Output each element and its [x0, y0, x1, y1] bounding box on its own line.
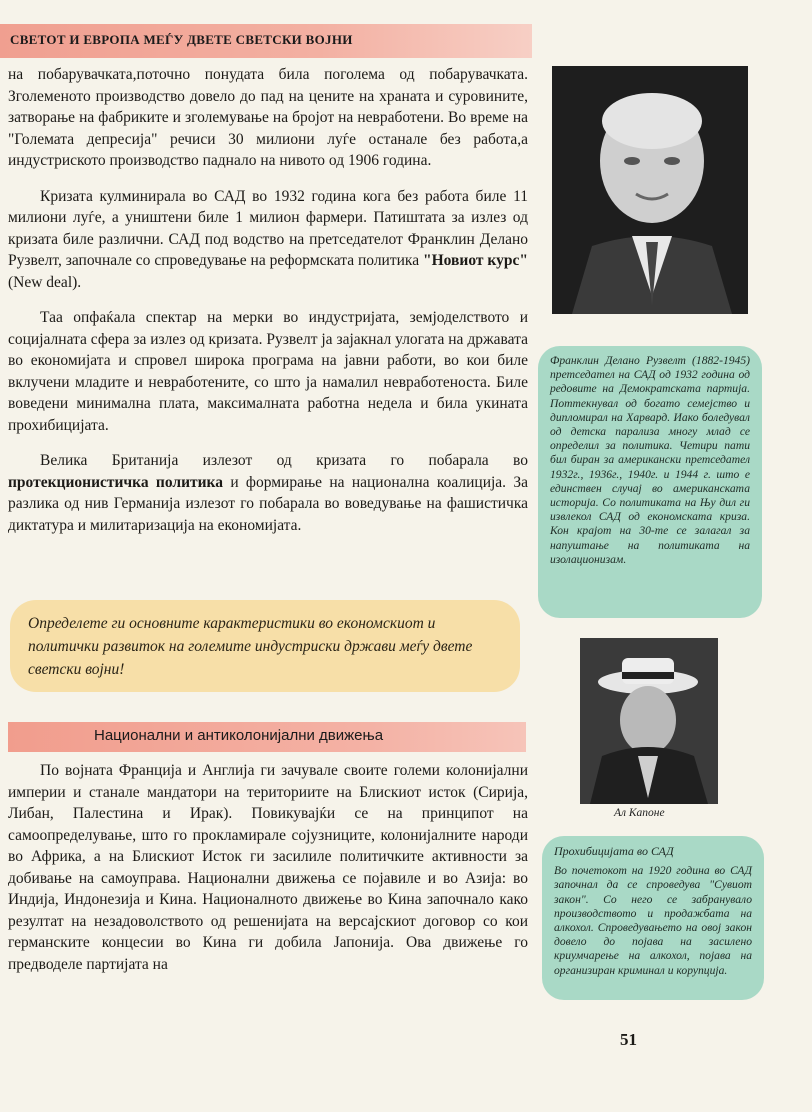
paragraph-3: Таа опфаќала спектар на мерки во индустријата, земјоделството и социјалната сфера за излез од кризата. Рузвелт ја зајакнал улогата на државата во економијата и спровел широка програма на јавни работи, во кои биле вклучени младите и невработените, со што ја намалил невработеноста. Биле воведени минимална плата, максималната работна недела и била укината прохибицијата.: [8, 309, 528, 434]
paragraph-4-tail: и формирање на национална коалиција. За разлика од нив Германија излезот го побарала во воведување на фашистичка диктатура и милитаризација на економијата.: [8, 473, 529, 534]
paragraph-1: на побарувачката,поточно понудата била поголема од побарувачката. Зголеменото производство довело до пад на цените на храната и суровините, затворање на фабриките и зголемување на бројот на невработени. Во време на "Големата депресија" речиси 30 милиони луѓе останале без работа,а индустриското производство паднало на нивото од 1906 година.: [8, 66, 528, 169]
roosevelt-bio-text: Франклин Делано Рузвелт (1882-1945) претседател на САД од 1932 година од редовите на Демократската партија. Поттекнувал од богато семејство и дипломирал на Харвард. Иако боледувал од детска парализа многу млад се определил за политика. Четири пати бил биран за американски претседател 1932г., 1936г., 1940г. и 1944 г. што е единствен случај во американската историја. Со политиката на Њу дил ги извлекол САД од економската криза. Кон крајот на 30-те се залагал за напуштање на политиката на изолационизам.: [550, 354, 750, 566]
section-text-column: [8, 760, 528, 975]
prohibition-text: Во почетокот на 1920 година во САД започнал да се спроведува "Сувиот закон". Со него се забранувало производството и продажбата на алкохол. Спроведувањето на овој закон довело до појава на засилено криумчарење на алкохол, појава на организиран криминал и корупција.: [554, 864, 752, 977]
roosevelt-photo: [552, 66, 748, 314]
prohibition-title: Прохибицијата во САД: [554, 844, 674, 858]
main-text-column: [8, 64, 528, 536]
section-paragraph: По војната Франција и Англија ги зачувале своите големи колонијални империи и станале мандатори на териториите на Блискиот исток (Сирија, Либан, Палестина и Ирак). Повикувајќи се на принципот на самоопределување, што го прокламирале сојузниците, колонијалните народи во Африка, а на Блискиот Исток ги засилиле политичките активности за добивање на самоуправа. Национални движења се појавиле и во Азија: во Индија, Индонезија и Кина. Националното движење во Кина започнало како резултат на незадоволството од решенијата на версајскиот договор со кои германските концесии во Кина ги добила Јапонија. Ова движење го предводеле партијата на: [8, 762, 528, 973]
page-number: 51: [620, 1030, 637, 1049]
section-header-bar: [8, 722, 526, 752]
paragraph-4: [8, 450, 528, 536]
capone-photo: [580, 638, 718, 804]
capone-portrait-image: [580, 638, 718, 804]
paragraph-2-tail: (New deal).: [8, 273, 82, 291]
roosevelt-bio-box: [538, 346, 762, 618]
section-title: Национални и антиколонијални движења: [94, 727, 384, 744]
task-text: Определете ги основните карактеристики во економскиот и политички развиток на големите индустриски држави меѓу двете светски војни!: [28, 615, 473, 678]
capone-caption: Ал Капоне: [614, 807, 665, 819]
prohibition-box: [542, 836, 764, 1000]
new-deal-term: "Новиот курс": [423, 252, 528, 269]
chapter-header-bar: [0, 24, 532, 58]
chapter-title: СВЕТОТ И ЕВРОПА МЕЃУ ДВЕТЕ СВЕТСКИ ВОЈНИ: [10, 32, 353, 47]
paragraph-2-text: Кризата кулминирала во САД во 1932 година кога без работа биле 11 милиони луѓе, а уништени биле 1 милион фармери. Патиштата за излез од кризата биле различни. САД под водство на претседателот Франклин Делано Рузвелт, започнале со спроведување на реформската политика: [8, 187, 528, 269]
roosevelt-portrait-image: [552, 66, 748, 314]
task-box: [10, 600, 520, 692]
protectionism-term: протекционистичка политика: [8, 473, 224, 491]
paragraph-4-text: Велика Британија излезот од кризата го побарала во: [40, 452, 528, 469]
paragraph-2: [8, 186, 528, 294]
